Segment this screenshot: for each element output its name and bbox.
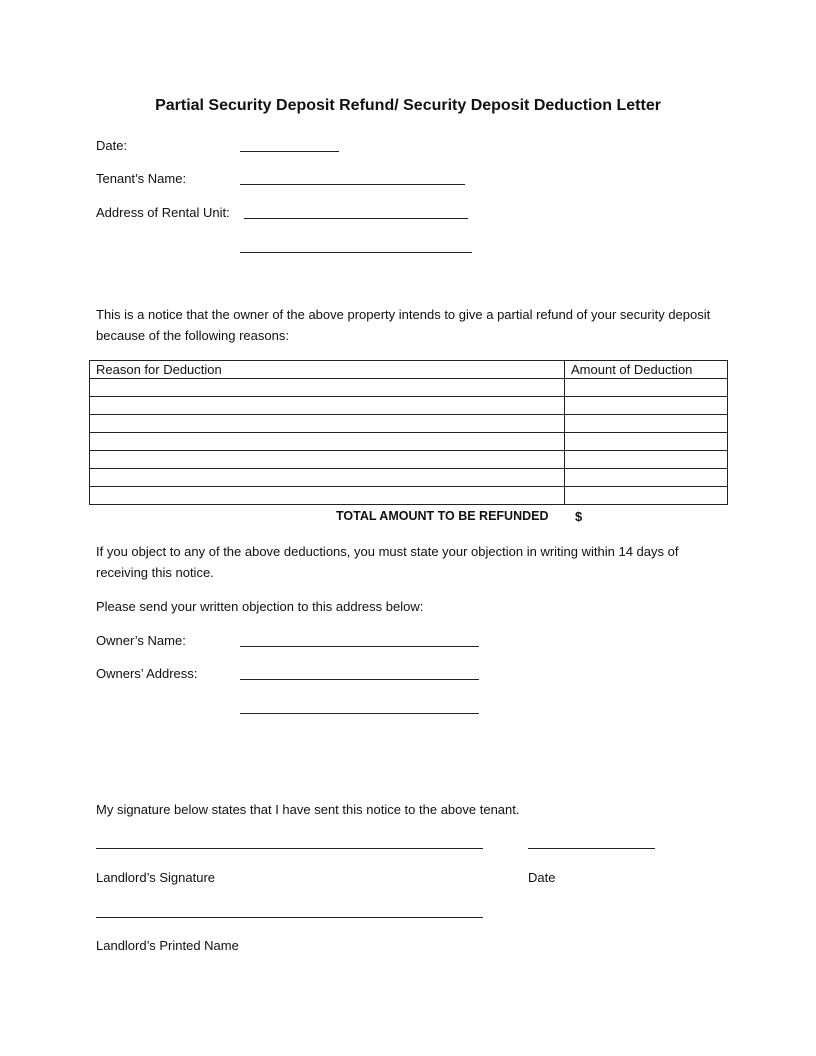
address-label: Address of Rental Unit: <box>96 205 230 220</box>
owner-name-label: Owner’s Name: <box>96 633 186 648</box>
table-row <box>90 451 728 469</box>
signature-date-label: Date <box>528 870 556 885</box>
date-line[interactable] <box>240 151 339 152</box>
reason-cell[interactable] <box>90 433 565 451</box>
reason-cell[interactable] <box>90 469 565 487</box>
owner-address-line-1[interactable] <box>240 679 479 680</box>
owner-address-line-2[interactable] <box>240 713 479 714</box>
total-currency-symbol: $ <box>575 509 583 524</box>
tenant-name-line[interactable] <box>240 184 465 185</box>
address-line-2[interactable] <box>240 252 472 253</box>
reason-header: Reason for Deduction <box>90 361 565 379</box>
reason-cell[interactable] <box>90 379 565 397</box>
amount-cell[interactable] <box>565 379 728 397</box>
printed-name-label: Landlord’s Printed Name <box>96 938 239 953</box>
table-row <box>90 469 728 487</box>
address-line-1[interactable] <box>244 218 468 219</box>
table-row <box>90 487 728 505</box>
amount-header: Amount of Deduction <box>565 361 728 379</box>
reason-cell[interactable] <box>90 487 565 505</box>
reason-cell[interactable] <box>90 451 565 469</box>
reason-cell[interactable] <box>90 415 565 433</box>
owner-name-line[interactable] <box>240 646 479 647</box>
table-row <box>90 397 728 415</box>
send-instruction: Please send your written objection to this address below: <box>96 599 424 614</box>
table-row <box>90 379 728 397</box>
amount-cell[interactable] <box>565 433 728 451</box>
notice-paragraph: This is a notice that the owner of the above property intends to give a partial refund of your security deposit because of the following reasons: <box>96 307 711 343</box>
amount-cell[interactable] <box>565 397 728 415</box>
reason-cell[interactable] <box>90 397 565 415</box>
table-row <box>90 415 728 433</box>
table-row <box>90 433 728 451</box>
owner-address-label: Owners’ Address: <box>96 666 198 681</box>
printed-name-line[interactable] <box>96 917 483 918</box>
amount-cell[interactable] <box>565 451 728 469</box>
deduction-table <box>89 360 728 505</box>
landlord-signature-label: Landlord’s Signature <box>96 870 216 885</box>
document-title: Partial Security Deposit Refund/ Security Deposit Deduction Letter <box>155 97 661 114</box>
signature-date-line[interactable] <box>528 848 655 849</box>
table-header-row <box>90 361 728 379</box>
landlord-signature-line[interactable] <box>96 848 483 849</box>
amount-cell[interactable] <box>565 487 728 505</box>
date-label: Date: <box>96 138 128 153</box>
objection-paragraph: If you object to any of the above deductions, you must state your objection in writing within 14 days of receiving this notice. <box>96 544 679 580</box>
amount-cell[interactable] <box>565 469 728 487</box>
tenant-name-label: Tenant’s Name: <box>96 171 187 186</box>
signature-statement: My signature below states that I have sent this notice to the above tenant. <box>96 802 520 817</box>
total-refund-label: TOTAL AMOUNT TO BE REFUNDED <box>336 509 549 523</box>
amount-cell[interactable] <box>565 415 728 433</box>
